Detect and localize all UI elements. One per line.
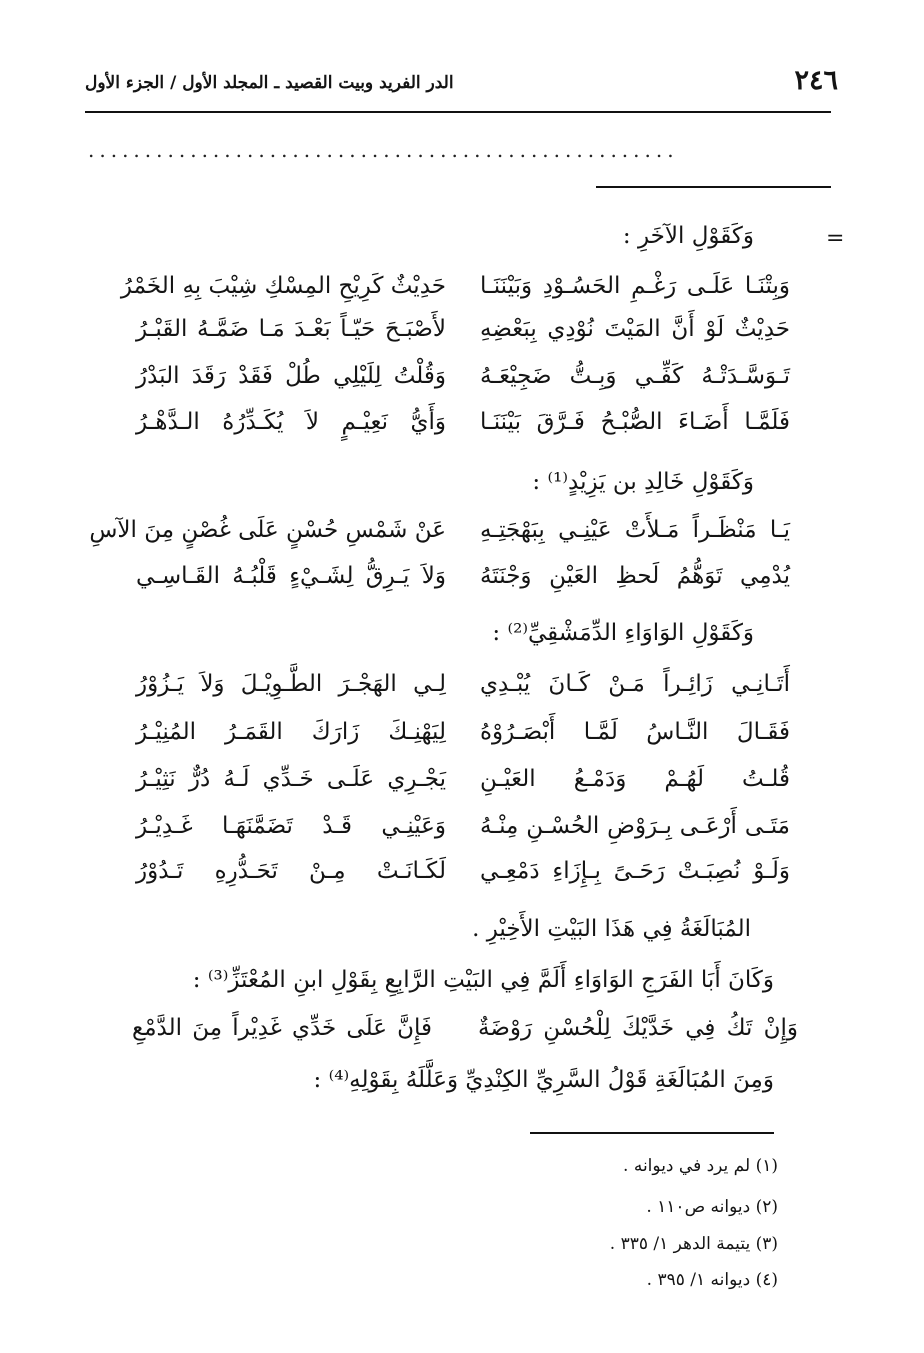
hemistich-left: فَإِنَّ عَلَى خَدِّي غَدِيْراً مِنَ الدَّمْعِ: [132, 1015, 432, 1041]
footnote: (٣) يتيمة الدهر ١/ ٣٣٥ .: [609, 1234, 778, 1254]
prose-line: المُبَالَغَةُ فِي هَذَا البَيْتِ الأَخِيْرِ .: [472, 916, 751, 942]
section-intro: وَكَقَوْلِ الوَاوَاءِ الدِّمَشْقِيِّ⁽²⁾ :: [492, 620, 754, 646]
footnote: (٤) ديوانه ١/ ٣٩٥ .: [646, 1270, 778, 1290]
hemistich-left: عَنْ شَمْسِ حُسْنٍ عَلَى غُصْنٍ مِنَ الآسِ: [89, 517, 446, 543]
prose-line: وَكَانَ أَبَا الفَرَجِ الوَاوَاءِ أَلَمَّ فِي البَيْتِ الرَّابِعِ بِقَوْلِ ابنِ المُعْتَزِّ⁽³⁾ :: [192, 967, 774, 993]
section-intro: وَكَقَوْلِ الآخَرِ :: [622, 223, 754, 249]
hemistich-right: فَقَـالَ النَّـاسُ لَمَّـا أَبْصَـرُوْهُ: [480, 719, 790, 745]
hemistich-left: وَقُلْتُ لِلَيْلِي طُلْ فَقَدْ رَقَدَ البَدْرُ: [136, 363, 446, 389]
hemistich-right: وَبِتْنَـا عَلَـى رَغْـمِ الحَسُـوْدِ وَبَيْنَنَـا: [480, 273, 790, 299]
hemistich-left: لَكَـانَـتْ مِـنْ تَحَـدُّرِهِ تَـدُوْرُ: [136, 858, 446, 884]
prose-line: وَمِنَ المُبَالَغَةِ قَوْلُ السَّرِيِّ الكِنْدِيِّ وَعَلَّلَهُ بِقَوْلِهِ⁽⁴⁾ :: [313, 1067, 774, 1093]
short-rule: [596, 186, 831, 188]
hemistich-left: يَجْـرِي عَلَـى خَـدِّي لَـهُ دُرٌّ نَثِيْـرُ: [136, 766, 446, 792]
running-title: الدر الفريد وبيت القصيد ـ المجلد الأول / الجزء الأول: [85, 73, 454, 93]
hemistich-right: أَتَـانِـي زَائِـراً مَـنْ كَـانَ يُبْـدِي: [480, 671, 790, 697]
footnote: (٢) ديوانه ص١١٠ .: [646, 1197, 778, 1217]
footnote-rule: [530, 1132, 774, 1134]
dotted-separator: ....................................................: [88, 139, 679, 161]
page-number: ٢٤٦: [794, 65, 838, 96]
hemistich-left: لأَصْبَـحَ حَيّـاً بَعْـدَ مَـا ضَمَّـهُ القَبْـرُ: [136, 316, 446, 342]
hemistich-left: وَأَيُّ نَعِيْـمٍ لاَ يُكَـدِّرُهُ الـدَّهْـرُ: [136, 409, 446, 435]
hemistich-right: وَإِنْ تَكُ فِي خَدَّيْكَ لِلْحُسْنِ رَوْضَةٌ: [478, 1015, 798, 1041]
hemistich-left: وَلاَ يَـرِقُّ لِشَـيْءٍ قَلْبُـهُ القَـاسِـي: [136, 563, 446, 589]
hemistich-right: حَدِيْثٌ لَوْ أَنَّ المَيْتَ نُوْدِي بِبَعْضِهِ: [480, 316, 790, 342]
hemistich-right: مَتَـى أَرْعَـى بِـرَوْضِ الحُسْـنِ مِنْـهُ: [480, 813, 790, 839]
hemistich-right: يُدْمِي تَوَهُّمُ لَحظِ العَيْنِ وَجْنَتَهُ: [480, 563, 790, 589]
section-intro: وَكَقَوْلِ خَالِدِ بن يَزِيْدٍ⁽¹⁾ :: [532, 469, 754, 495]
hemistich-right: تَـوَسَّـدَتْـهُ كَفِّـي وَبِـتُّ ضَجِيْعَـهُ: [480, 363, 790, 389]
hemistich-left: لِـي الهَجْـرَ الطَّـوِيْـلَ وَلاَ يَـزُوْرُ: [136, 671, 446, 697]
hemistich-left: لِيَهْنِـكَ زَارَكَ القَمَـرُ المُنِيْـرُ: [136, 719, 446, 745]
hemistich-left: وَعَيْنِـي قَـدْ تَضَمَّنَهَـا غَـدِيْـرُ: [136, 813, 446, 839]
hemistich-left: حَدِيْثٌ كَرِيْحِ المِسْكِ شِيْبَ بِهِ الخَمْرُ: [120, 273, 446, 299]
hemistich-right: وَلَـوْ نُصِبَـتْ رَحَـىً بِـإِزَاءِ دَمْعِـي: [480, 858, 790, 884]
header-rule: [85, 111, 831, 113]
hemistich-right: قُلـتُ لَهُـمْ وَدَمْـعُ العَيْـنِ: [480, 766, 790, 792]
page-header: [85, 66, 838, 100]
hemistich-right: يَـا مَنْظَـراً مَـلأَتْ عَيْنِـي بِبَهْجَتِـهِ: [480, 517, 790, 543]
footnote: (١) لم يرد في ديوانه .: [623, 1156, 778, 1176]
hemistich-right: فَلَمَّـا أَضَـاءَ الصُّبْـحُ فَـرَّقَ بَيْنَنَـا: [480, 409, 790, 435]
continuation-mark: =: [826, 226, 845, 251]
